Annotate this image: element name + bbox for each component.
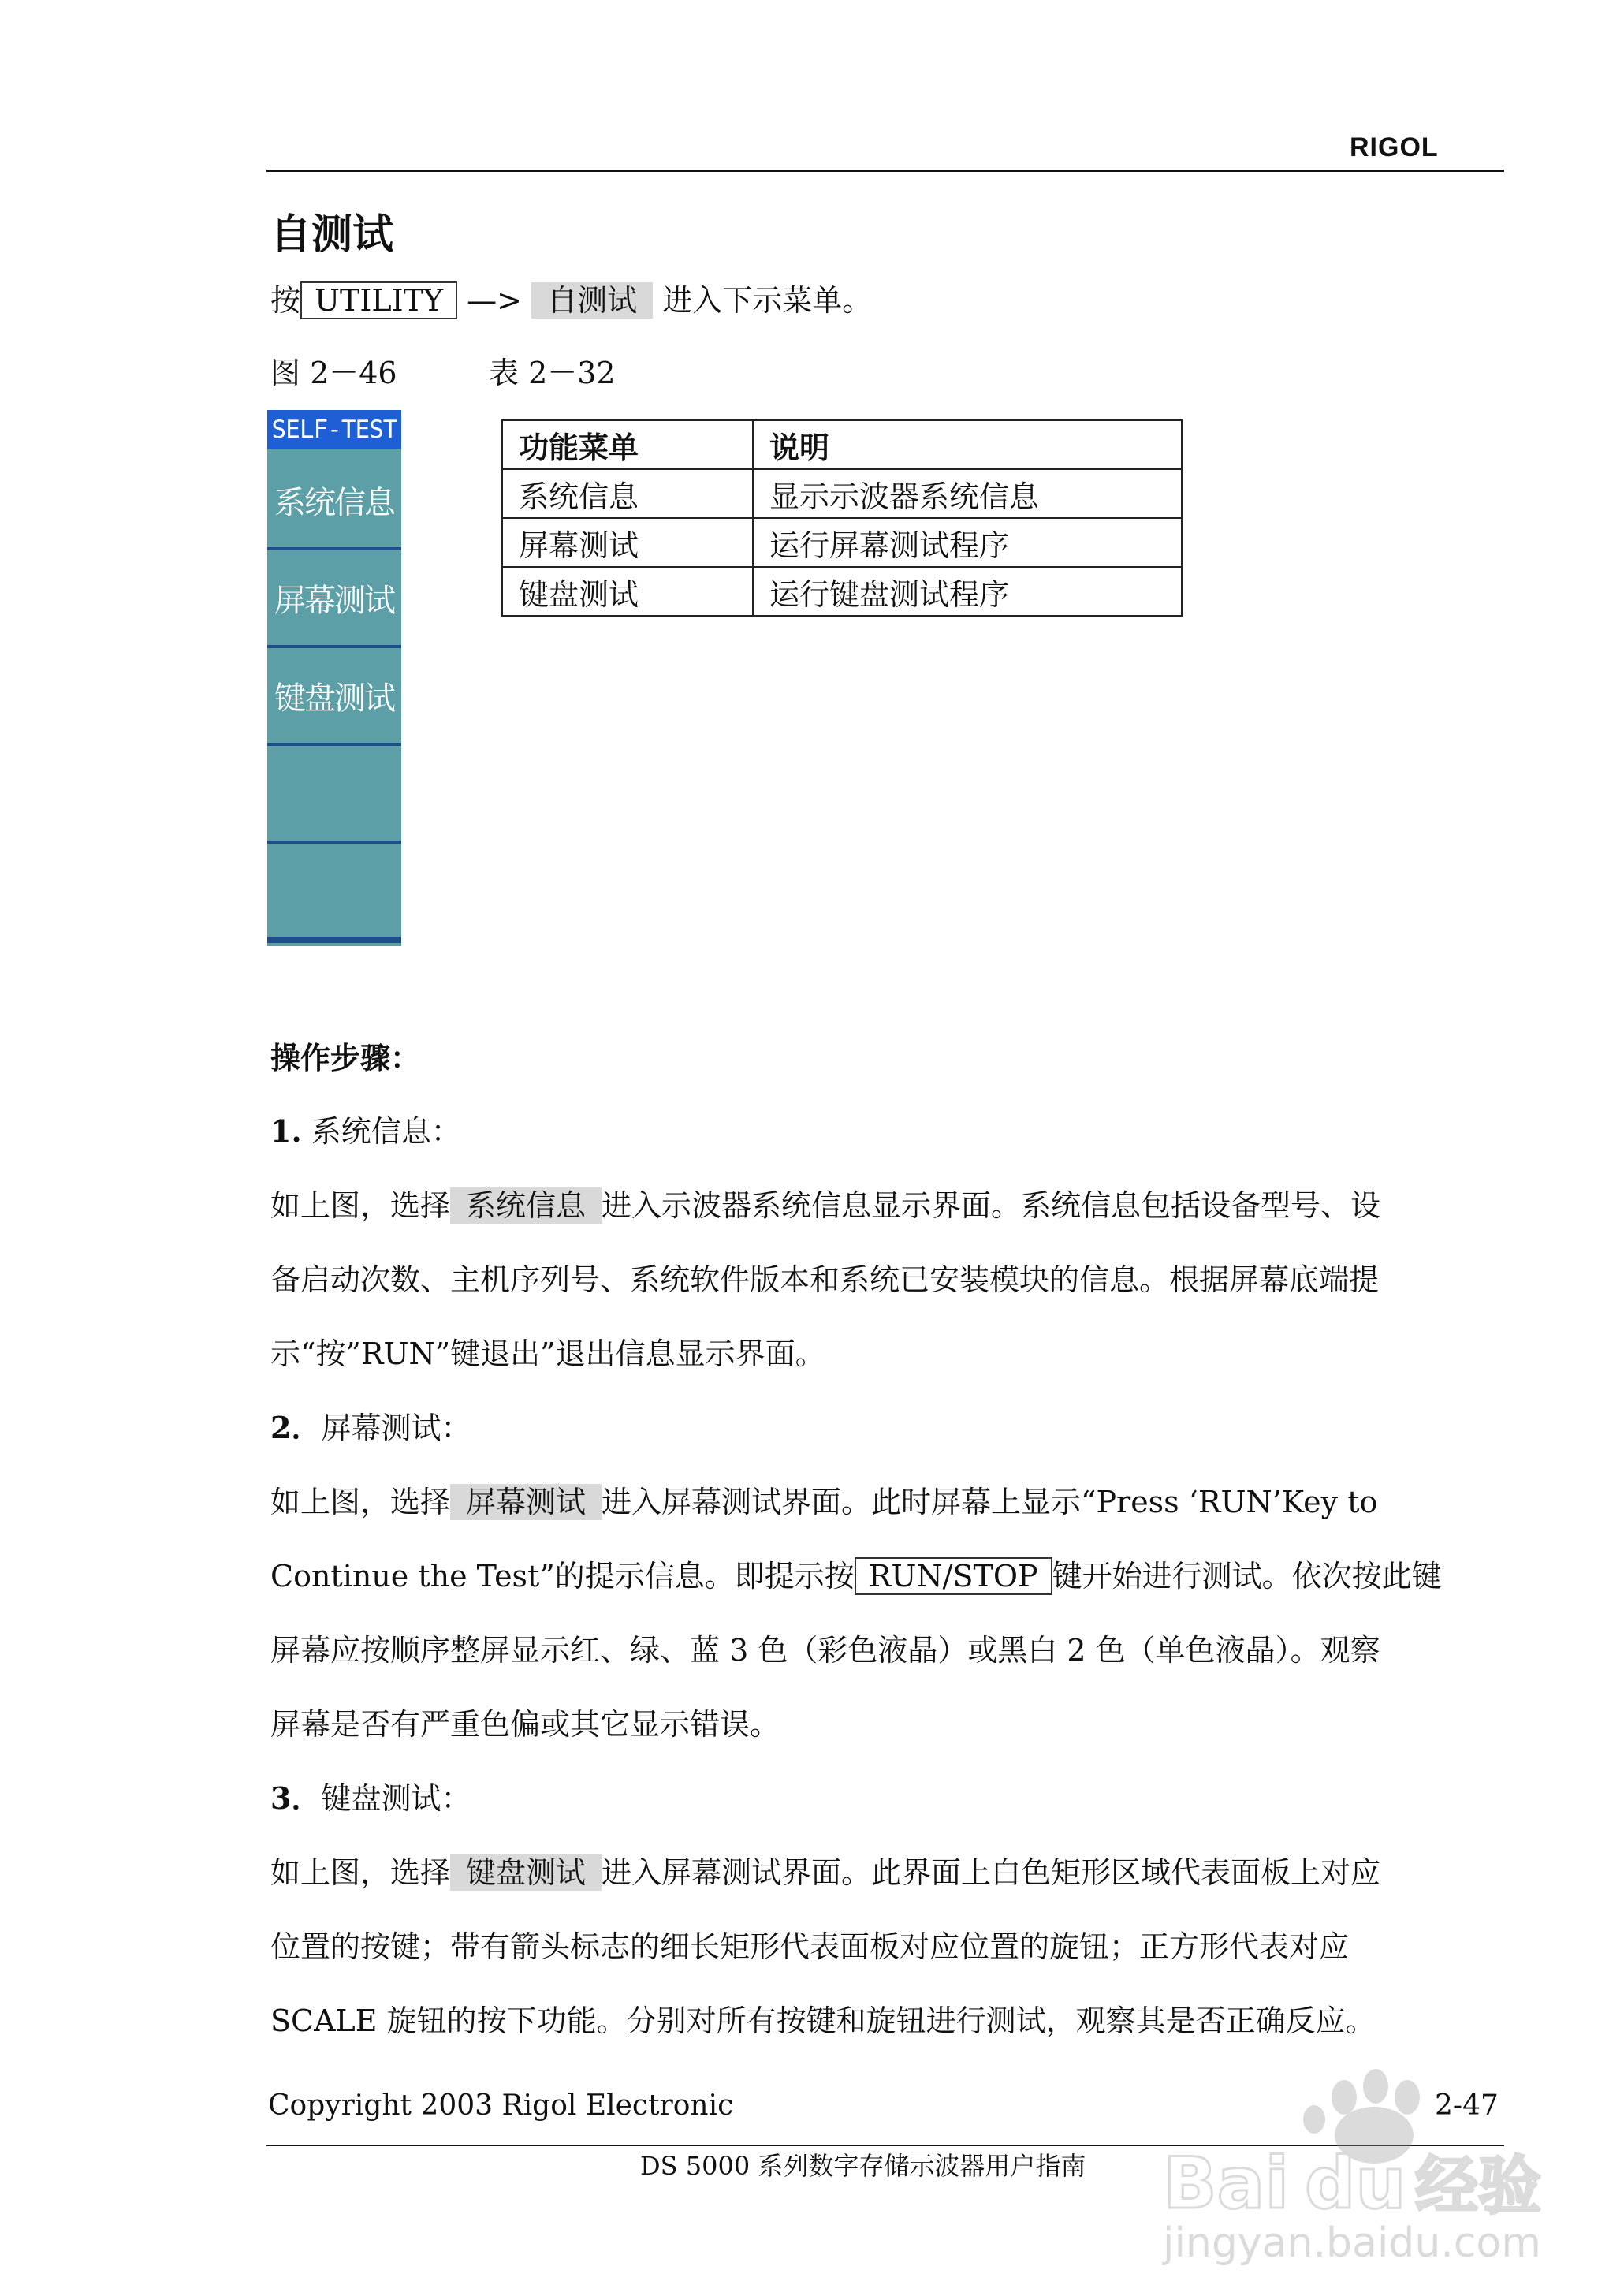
function-table — [501, 419, 1183, 617]
text-run: 进入屏幕测试界面。此时屏幕上显示“Press ‘RUN’Key to — [602, 1485, 1378, 1519]
menu-header: SELF-TEST — [267, 410, 401, 449]
intro-line — [270, 281, 872, 319]
step-3-line-2: 位置的按键；带有箭头标志的细长矩形代表面板对应位置的旋钮；正方形代表对应 — [270, 1929, 1350, 1964]
menu-separator — [267, 645, 401, 648]
step-2-title: 屏幕测试： — [321, 1411, 471, 1445]
baidu-watermark-logo — [1147, 2050, 1573, 2271]
system-info-softkey: 系统信息 — [450, 1187, 602, 1224]
footer-subtitle: DS 5000 系列数字存储示波器用户指南 — [640, 2151, 1086, 2181]
menu-item-system-info: 系统信息 — [274, 485, 394, 521]
menu-separator — [267, 743, 401, 746]
table-cell: 系统信息 — [502, 469, 753, 518]
step-3-number: 3． — [270, 1780, 322, 1816]
intro-prefix: 按 — [270, 283, 301, 318]
step-1-line-2: 备启动次数、主机序列号、系统软件版本和系统已安装模块的信息。根据屏幕底端提 — [270, 1262, 1380, 1297]
step-3-title: 键盘测试： — [321, 1781, 471, 1816]
text-run: 如上图，选择 — [270, 1855, 451, 1890]
header-rule — [266, 170, 1504, 172]
svg-text:经验: 经验 — [1415, 2149, 1541, 2223]
step-2-number: 2． — [270, 1410, 322, 1445]
step-3-heading — [270, 1780, 471, 1817]
step-2-line-2 — [270, 1557, 1442, 1595]
step-1-line-1 — [270, 1187, 1380, 1224]
table-cell: 显示示波器系统信息 — [753, 469, 1182, 518]
table-header-cell: 功能菜单 — [502, 420, 753, 469]
table-cell: 运行屏幕测试程序 — [753, 518, 1182, 567]
table-cell: 屏幕测试 — [502, 518, 753, 567]
table-header-cell: 说明 — [753, 420, 1182, 469]
step-3-line-3: SCALE 旋钮的按下功能。分别对所有按键和旋钮进行测试，观察其是否正确反应。 — [270, 2003, 1376, 2038]
figure-caption: 图 2－46 — [270, 356, 397, 390]
menu-separator — [267, 840, 401, 844]
svg-text:du: du — [1305, 2142, 1406, 2225]
text-run: 进入屏幕测试界面。此界面上白色矩形区域代表面板上对应 — [602, 1855, 1381, 1890]
menu-separator — [267, 547, 401, 550]
run-stop-key: RUN/STOP — [855, 1557, 1052, 1595]
step-2-line-1 — [270, 1483, 1377, 1521]
footer-copyright: Copyright 2003 Rigol Electronic — [268, 2089, 734, 2122]
steps-heading: 操作步骤： — [270, 1040, 421, 1075]
step-1-title: 系统信息： — [311, 1114, 461, 1149]
step-1-number: 1. — [270, 1113, 302, 1149]
text-run: 进入示波器系统信息显示界面。系统信息包括设备型号、设 — [602, 1188, 1381, 1223]
menu-bottom-border — [267, 937, 401, 943]
page-number: 2-47 — [1435, 2089, 1499, 2122]
menu-item-screen-test: 屏幕测试 — [274, 583, 394, 619]
intro-arrow: —> — [467, 283, 523, 318]
table-row — [502, 567, 1182, 616]
intro-suffix: 进入下示菜单。 — [662, 283, 873, 318]
svg-text:jingyan.baidu.com: jingyan.baidu.com — [1163, 2220, 1541, 2267]
table-caption: 表 2－32 — [489, 356, 616, 390]
step-2-line-4: 屏幕是否有严重色偏或其它显示错误。 — [270, 1707, 780, 1742]
utility-key: UTILITY — [300, 281, 457, 319]
table-cell: 键盘测试 — [502, 567, 753, 616]
keyboard-test-softkey: 键盘测试 — [450, 1854, 602, 1891]
table-cell: 运行键盘测试程序 — [753, 567, 1182, 616]
screen-test-softkey: 屏幕测试 — [450, 1484, 602, 1520]
self-test-menu-panel — [267, 410, 401, 946]
table-row — [502, 518, 1182, 567]
text-run: 键开始进行测试。依次按此键 — [1052, 1559, 1442, 1593]
text-run: 如上图，选择 — [270, 1485, 451, 1519]
table-header-row — [502, 420, 1182, 469]
self-test-softkey: 自测试 — [531, 282, 653, 319]
text-run: 如上图，选择 — [270, 1188, 451, 1223]
step-1-heading — [270, 1113, 461, 1150]
menu-item-keyboard-test: 键盘测试 — [274, 680, 394, 717]
table-row — [502, 469, 1182, 518]
step-3-line-1 — [270, 1854, 1380, 1892]
step-2-heading — [270, 1409, 471, 1447]
section-title: 自测试 — [270, 211, 394, 259]
step-2-line-3: 屏幕应按顺序整屏显示红、绿、蓝 3 色（彩色液晶）或黑白 2 色（单色液晶）。观察 — [270, 1633, 1380, 1668]
brand-logo: RIGOL — [1350, 132, 1439, 162]
text-run: Continue the Test”的提示信息。即提示按 — [270, 1559, 855, 1593]
svg-text:Bai: Bai — [1163, 2142, 1290, 2225]
step-1-line-3: 示“按”RUN”键退出”退出信息显示界面。 — [270, 1336, 825, 1371]
